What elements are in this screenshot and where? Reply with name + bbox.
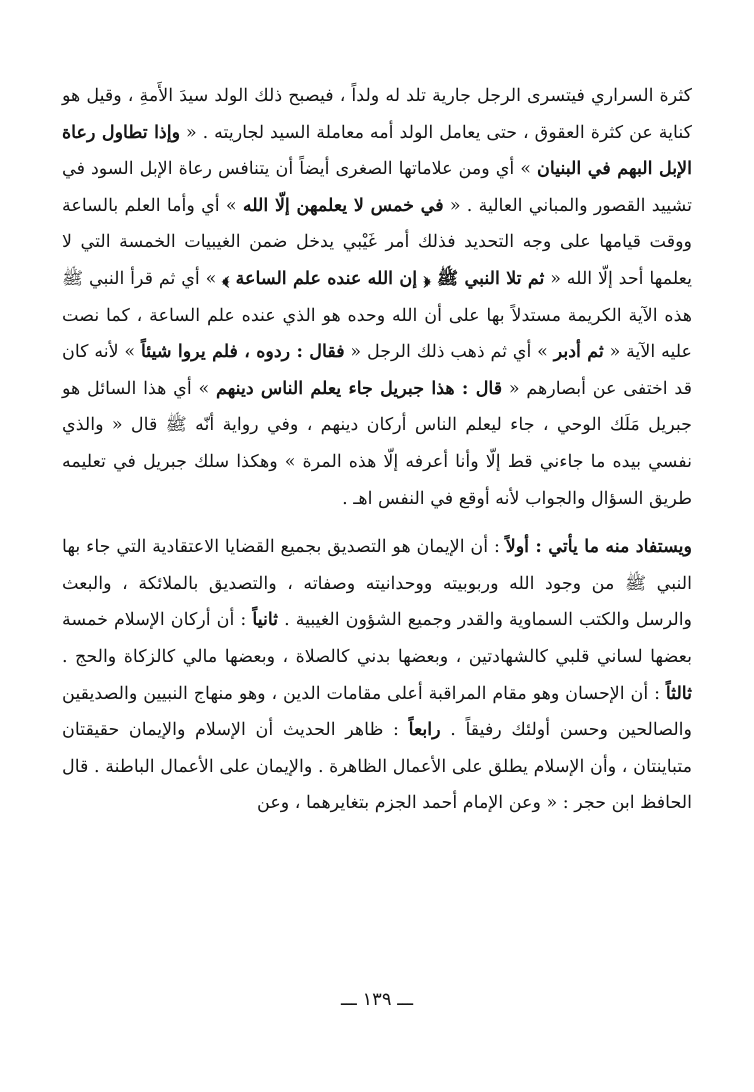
lesson-marker-third: ثالثاً <box>665 683 692 704</box>
quoted-hadith-text: في خمس لا يعلمهن إلّا الله <box>242 195 444 216</box>
text-run: » لأنه كان قد اختفى عن أبصارهم « <box>62 342 692 399</box>
quoted-hadith-text: قال : هذا جبريل جاء يعلم الناس دينهم <box>215 378 503 399</box>
text-run: » أي ومن علاماتها الصغرى أيضاً أن يتنافس رعاة الإبل السود في تشييد القصور والمباني العالية . « <box>62 159 692 216</box>
text-run: : أن الإحسان وهو مقام المراقبة أعلى مقامات الدين ، وهو منهاج النبيين والصديقين والصالحين وحسن أولئك رفيقاً . <box>62 683 692 741</box>
lessons-heading: ويستفاد منه ما يأتي : أولاً <box>505 537 692 558</box>
page-body <box>62 78 692 1078</box>
paragraph-hadith-commentary <box>62 78 692 517</box>
quoted-hadith-text: ثم أدبر <box>553 342 604 363</box>
text-run: : أن أركان الإسلام خمسة بعضها لساني قلبي كالشهادتين ، وبعضها بدني كالصلاة ، وبعضها مالي كالزكاة والحج . <box>62 610 692 667</box>
page-number: ـــ ١٣٩ ـــ <box>340 989 414 1010</box>
text-run: : ظاهر الحديث أن الإسلام والإيمان حقيقتان متباينتان ، وأن الإسلام يطلق على الأعمال الظاهرة . والإيمان على الأعمال الباطنة . قال الحافظ ابن حجر : « وعن الإمام أحمد الجزم بتغايرهما ، وعن <box>62 720 692 814</box>
text-run: » أي ثم قرأ النبي ﷺ هذه الآية الكريمة مستدلاً بها على أن الله وحده هو الذي عنده علم الساعة ، كما نصت عليه الآية « <box>62 268 692 363</box>
lesson-marker-fourth: رابعاً <box>408 720 441 741</box>
text-run: » أي هذا السائل هو جبريل مَلَك الوحي ، جاء ليعلم الناس أركان دينهم ، وفي رواية أنّه ﷺ قال « والذي نفسي بيده ما جاءني قط إلّا وأنا أعرفه إلّا هذه المرة » وهكذا سلك جبريل في تعليمه طريق السؤال والجواب لأنه أوقع في النفس اهـ . <box>62 378 692 509</box>
lesson-marker-second: ثانياً <box>252 610 279 631</box>
paragraph-lessons <box>62 529 692 822</box>
quoted-hadith-text: ثم تلا النبي ﷺ ﴿ إن الله عنده علم الساعة ﴾ <box>222 268 545 289</box>
text-run: كثرة السراري فيتسرى الرجل جارية تلد له ولداً ، فيصبح ذلك الولد سيدَ الأَمةِ ، وقيل هو كناية عن كثرة العقوق ، حتى يعامل الولد أمه معاملة السيد لجاريته . « <box>62 86 692 143</box>
text-run: » أي ثم ذهب ذلك الرجل « <box>344 342 554 363</box>
text-run: : أن الإيمان هو التصديق بجميع القضايا الاعتقادية التي جاء بها النبي ﷺ من وجود الله وربوبيته ووحدانيته وصفاته ، والتصديق بالملائكة ، والبعث والرسل والكتب السماوية والقدر وجميع الشؤون الغيبية . <box>62 537 693 631</box>
quoted-hadith-text: فقال : ردوه ، فلم يروا شيئاً <box>140 342 345 363</box>
quoted-hadith-text: وإذا تطاول رعاة الإبل البهم في البنيان <box>62 122 692 180</box>
text-run: » أي وأما العلم بالساعة ووقت قيامها على وجه التحديد فذلك أمر غَيْبي يدخل ضمن الغيبيات الخمسة التي لا يعلمها أحد إلّا الله « <box>62 195 692 289</box>
